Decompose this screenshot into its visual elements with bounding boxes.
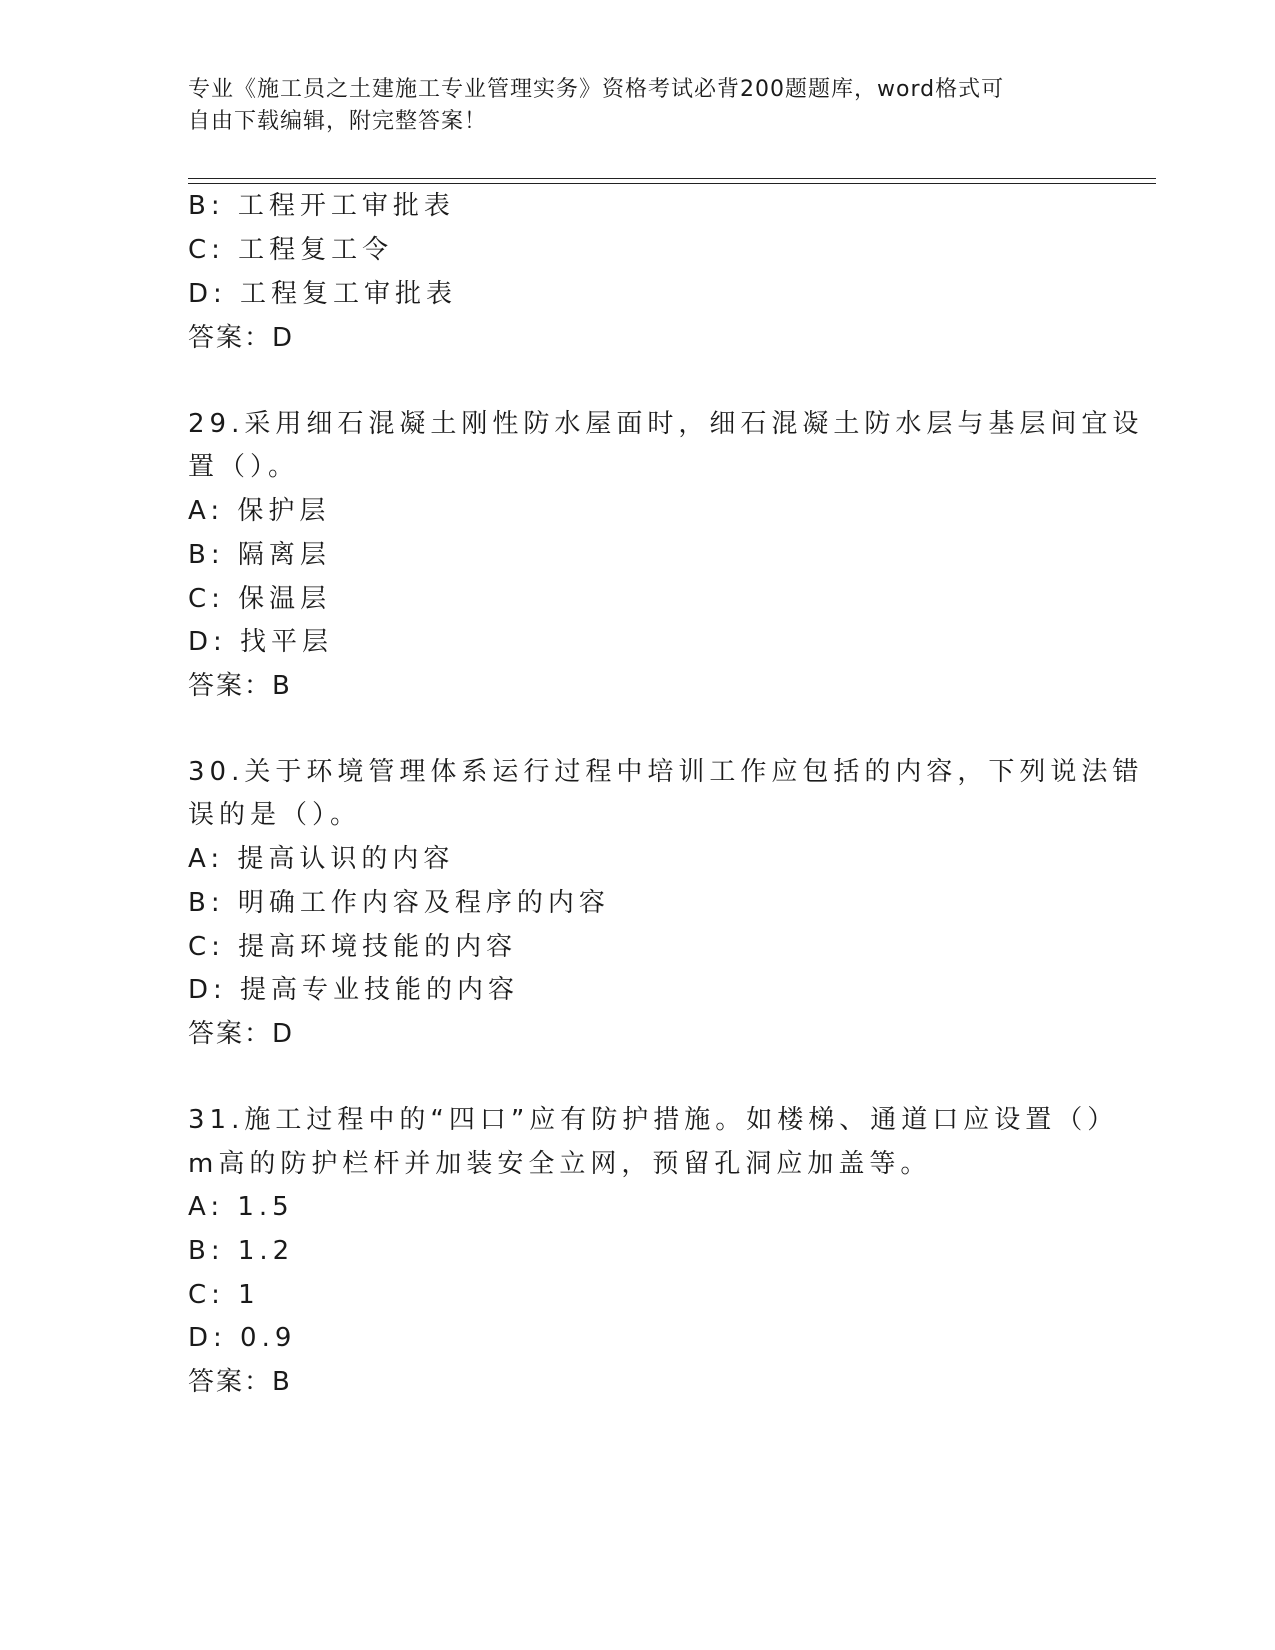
document-header — [188, 74, 1068, 138]
option-line: A: 保护层 — [188, 496, 331, 526]
question-stem: 30.关于环境管理体系运行过程中培训工作应包括的内容，下列说法错 — [188, 757, 1144, 787]
option-line: A: 提高认识的内容 — [188, 844, 455, 874]
option-line: A: 1.5 — [188, 1192, 294, 1222]
question-stem: 29.采用细石混凝土刚性防水屋面时，细石混凝土防水层与基层间宜设 — [188, 409, 1144, 439]
option-line: B: 隔离层 — [188, 540, 331, 570]
header-divider-bottom — [188, 183, 1156, 184]
option-line: C: 保温层 — [188, 584, 332, 614]
question-stem-continued: 置（）。 — [188, 452, 300, 482]
option-line: D: 工程复工审批表 — [188, 279, 458, 309]
option-line: B: 明确工作内容及程序的内容 — [188, 888, 610, 918]
header-line-1: 专业《施工员之土建施工专业管理实务》资格考试必背200题题库，word格式可 — [188, 77, 1005, 102]
option-line: B: 工程开工审批表 — [188, 191, 455, 221]
answer-line: 答案：D — [188, 323, 295, 353]
option-line: C: 工程复工令 — [188, 235, 394, 265]
option-line: C: 1 — [188, 1280, 260, 1310]
question-stem-continued: 误的是（）。 — [188, 800, 362, 830]
option-line: D: 提高专业技能的内容 — [188, 975, 520, 1005]
answer-line: 答案：B — [188, 1367, 292, 1397]
option-line: D: 找平层 — [188, 627, 334, 657]
option-line: C: 提高环境技能的内容 — [188, 932, 518, 962]
answer-line: 答案：B — [188, 671, 292, 701]
question-stem: 31.施工过程中的“四口”应有防护措施。如楼梯、通道口应设置（） — [188, 1105, 1119, 1135]
question-stem-continued: m高的防护栏杆并加装安全立网，预留孔洞应加盖等。 — [188, 1149, 932, 1179]
header-line-2: 自由下载编辑，附完整答案！ — [188, 109, 488, 134]
header-divider-top — [188, 178, 1156, 179]
answer-line: 答案：D — [188, 1019, 295, 1049]
option-line: B: 1.2 — [188, 1236, 295, 1266]
option-line: D: 0.9 — [188, 1323, 297, 1353]
